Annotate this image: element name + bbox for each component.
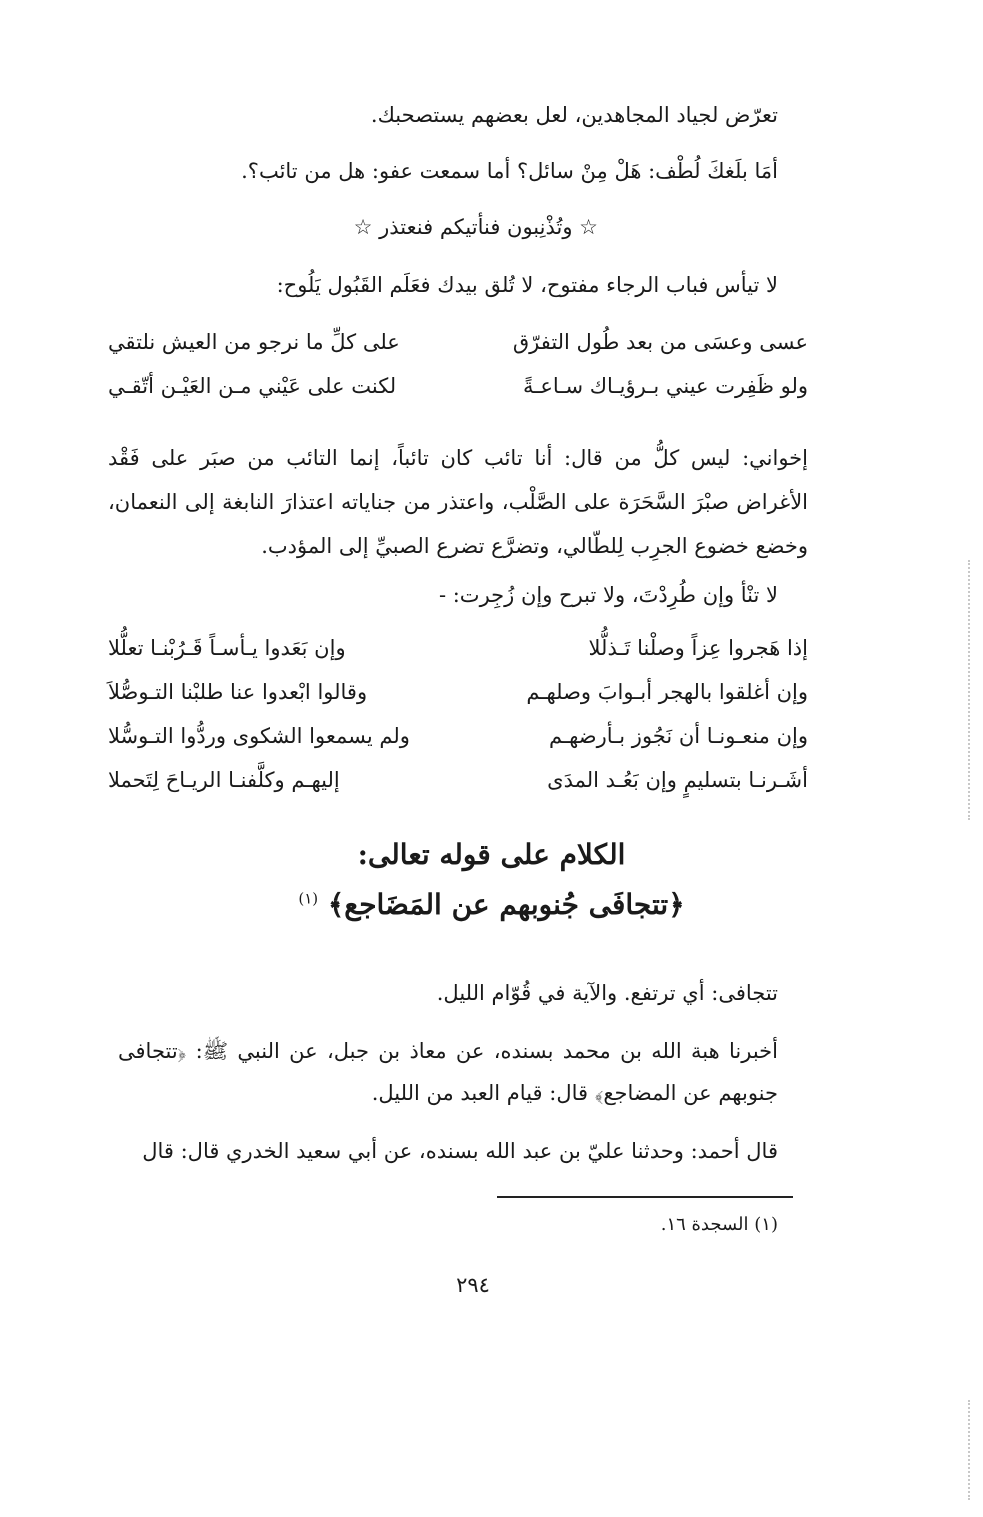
hemistich-first: إذا هَجروا عِزاً وصلْنا تَـذلُّلا bbox=[588, 636, 808, 660]
body-line-3: قال أحمد: وحدثنا عليّ بن عبد الله بسنده، عن أبي سعيد الخدري قال: قال bbox=[142, 1139, 778, 1163]
text-line-2: أمَا بلَغكَ لُطْف: هَلْ مِنْ سائل؟ أما سمعت عفو: هل من تائب؟. bbox=[241, 159, 778, 183]
text-line-1: تعرّض لجياد المجاهدين، لعل بعضهم يستصحبك. bbox=[370, 103, 778, 127]
verse-quote-line: ☆ وتُذْنِبون فنأتيكم فنعتذر ☆ bbox=[353, 215, 598, 239]
quran-verse: ﴿تتجافَى جُنوبهم عن المَضَاجع﴾ bbox=[327, 888, 685, 921]
poem-verse bbox=[108, 374, 808, 408]
page-number: ٢٩٤ bbox=[456, 1273, 490, 1297]
scan-edge-line bbox=[968, 1400, 970, 1500]
hemistich-first: وإن منعـونـا أن نَجُوز بـأرضهـم bbox=[548, 724, 808, 748]
hemistich-second: ولم يسمعوا الشكوى وردُّوا التـوسُّلا bbox=[108, 724, 410, 748]
hemistich-second: وإن بَعَدوا يـأسـاً قَـرُبْنـا تعلُّلا bbox=[108, 636, 346, 660]
footnote: (١) السجدة ١٦. bbox=[660, 1214, 778, 1235]
paragraph-ikhwani: إخواني: ليس كلُّ من قال: أنا تائب كان تائباً، إنما التائب من صبَر على فَقْد الأغراض صبْرَ السَّحَرَة على الصَّلْب، واعتذر من جناياته اعتذارَ النابغة إلى النعمان، وخضع خضوع الجرِب لِلطّالي، وتضرَّع تضرع الصبيِّ إلى المؤدب. bbox=[108, 446, 808, 558]
body-line-1: تتجافى: أي ترتفع. والآية في قُوّام الليل. bbox=[436, 981, 778, 1005]
hemistich-first: ولو ظَفِرت عيني بـرؤيـاك سـاعـةً bbox=[522, 374, 808, 398]
hemistich-second: لكنت على عَيْني مـن العَيْـن أتّقـي bbox=[108, 374, 397, 398]
section-heading: الكلام على قوله تعالى: bbox=[357, 838, 626, 871]
hemistich-first: عسى وعسَى من بعد طُول التفرّق bbox=[512, 330, 808, 354]
poem-verse bbox=[108, 680, 808, 714]
footnote-separator bbox=[497, 1196, 793, 1198]
footnote-ref: (١) bbox=[298, 889, 319, 908]
poem-verse bbox=[108, 330, 808, 364]
hemistich-second: إليهـم وكلَّفنـا الريـاحَ لِتَحملا bbox=[108, 768, 340, 792]
text-line-4: لا تيأس فباب الرجاء مفتوح، لا تُلق بيدك فعَلَم القَبُول يَلُوح: bbox=[276, 273, 778, 297]
hemistich-second: على كلِّ ما نرجو من العيش نلتقي bbox=[108, 330, 400, 354]
hemistich-second: وقالوا ابْعدوا عنا طلبْنا التـوصُّلاَ bbox=[108, 680, 368, 704]
section-heading-verse bbox=[0, 888, 983, 921]
poem-verse bbox=[108, 768, 808, 802]
hemistich-first: أشَـرنـا بتسليمٍ وإن بَعُـد المدَى bbox=[547, 768, 808, 792]
body-paragraph-2: أخبرنا هبة الله بن محمد بسنده، عن معاذ بن جبل، عن النبي ﷺ: ﴿تتجافى جنوبهم عن المضاجع﴾ قال: قيام العبد من الليل. bbox=[118, 1039, 778, 1105]
hemistich-first: وإن أغلقوا بالهجر أبـوابَ وصلهـم bbox=[526, 680, 808, 704]
poem-verse bbox=[108, 636, 808, 670]
scan-edge-line bbox=[968, 560, 970, 820]
poem-verse bbox=[108, 724, 808, 758]
text-line-5: لا تنْأ وإن طُرِدْتَ، ولا تبرح وإن زُجِرت: - bbox=[438, 583, 778, 607]
